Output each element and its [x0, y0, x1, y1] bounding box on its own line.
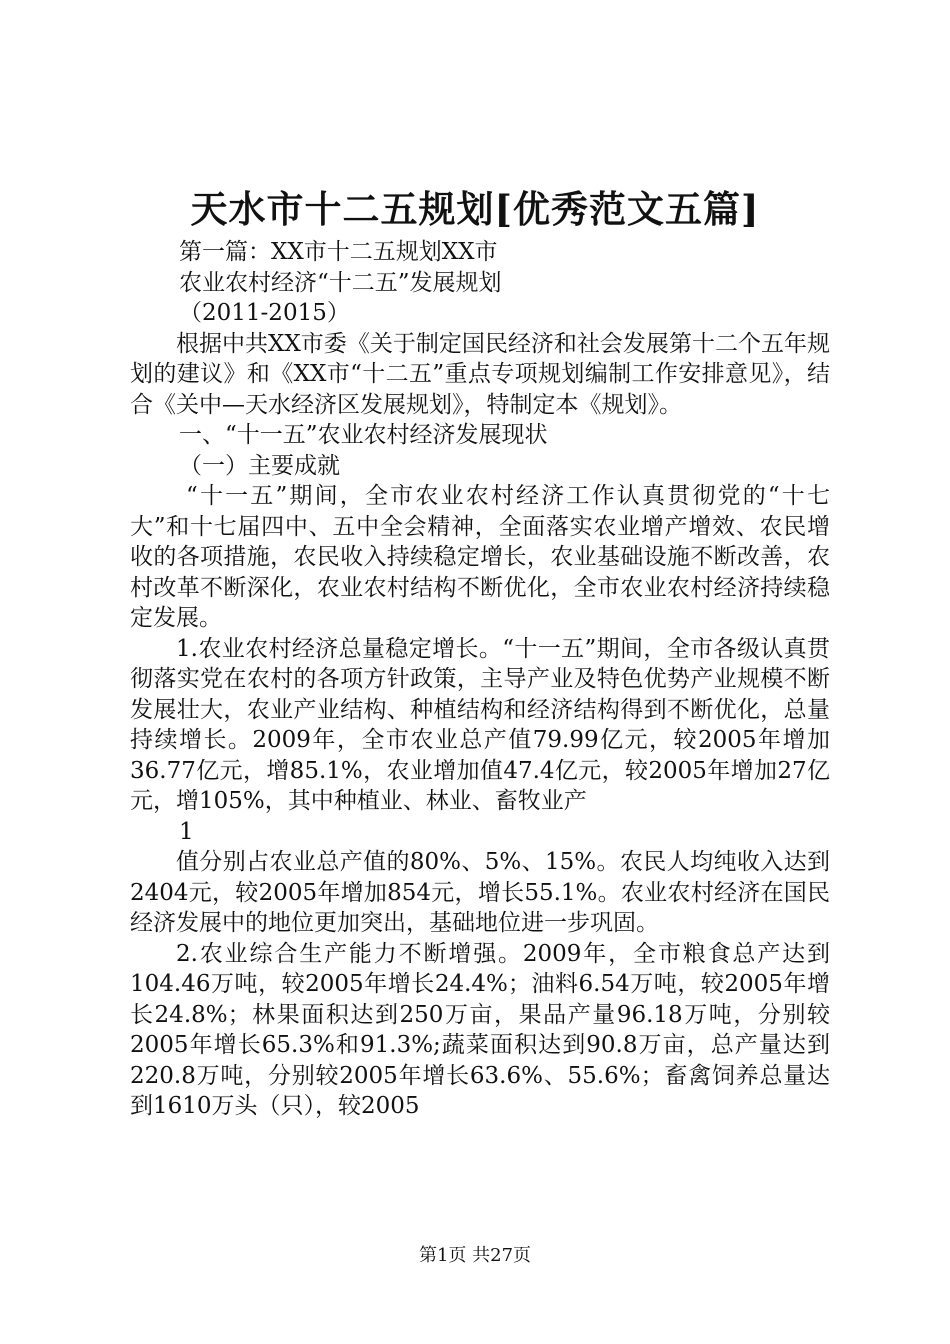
body-paragraph: 值分别占农业总产值的80%、5%、15%。农民人均纯收入达到2404元，较2005年增加854元，增长55.1%。农业农村经济在国民经济发展中的地位更加突出，基础地位进一步巩固。 [130, 849, 830, 936]
section-heading: 一、“十一五”农业农村经济发展现状 [179, 422, 548, 448]
document-title: 天水市十二五规划[优秀范文五篇] [190, 187, 760, 231]
plan-subtitle: 农业农村经济“十二五”发展规划 [179, 269, 502, 296]
plan-period: （2011-2015） [179, 300, 350, 326]
page-number: 第1页 共27页 [418, 1245, 532, 1266]
body-paragraph: 1.农业农村经济总量稳定增长。“十一五”期间，全市各级认真贯彻落实党在农村的各项方针政策，主导产业及特色优势产业规模不断发展壮大，农业产业结构、种植结构和经济结构得到不断优化，总量持续增长。2009年，全市农业总产值79.99亿元，较2005年增加36.77亿元，增85.1%，农业增加值47.4亿元，较2005年增加27亿元，增105%，其中种植业、林业、畜牧业产 [130, 635, 830, 814]
body-paragraph: 2.农业综合生产能力不断增强。2009年，全市粮食总产达到104.46万吨，较2005年增长24.4%；油料6.54万吨，较2005年增长24.8%；林果面积达到250万亩，果品产量96.18万吨，分别较2005年增长65.3%和91.3%;蔬菜面积达到90.8万亩，总产量达到220.8万吨，分别较2005年增长63.6%、55.6%；畜禽饲养总量达到1610万头（只），较2005 [130, 940, 830, 1119]
body-paragraph: 根据中共XX市委《关于制定国民经济和社会发展第十二个五年规划的建议》和《XX市“十二五”重点专项规划编制工作安排意见》，结合《关中—天水经济区发展规划》，特制定本《规划》。 [130, 330, 830, 418]
body-paragraph: “十一五”期间，全市农业农村经济工作认真贯彻党的“十七大”和十七届四中、五中全会精神，全面落实农业增产增效、农民增收的各项措施，农民收入持续稳定增长，农业基础设施不断改善，农村改革不断深化，农业农村结构不断优化，全市农业农村经济持续稳定发展。 [130, 483, 830, 631]
document-body [130, 237, 830, 1122]
subsection-heading: （一）主要成就 [179, 452, 340, 479]
footnote-marker: 1 [179, 818, 194, 845]
section-heading: 第一篇：XX市十二五规划XX市 [179, 239, 498, 265]
